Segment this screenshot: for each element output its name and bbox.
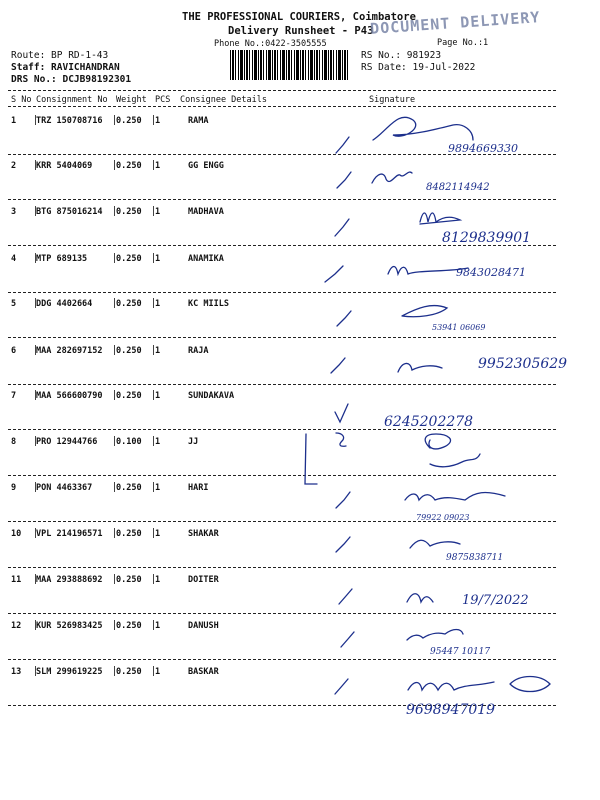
row-pcs: 1 [155, 529, 161, 539]
row-consignee: HARI [188, 483, 209, 493]
row-sno: 3 [11, 207, 17, 217]
delivery-stamp: DOCUMENT DELIVERY [369, 8, 541, 38]
row-weight: 0.250 [116, 529, 142, 539]
row-sno: 7 [11, 391, 17, 401]
row-sno: 8 [11, 437, 17, 447]
row-pcs: 1 [155, 437, 161, 447]
sig-text-3: 8129839901 [442, 230, 532, 246]
row-consignee: DOITER [188, 575, 219, 585]
sig-text-4: 9843028471 [456, 266, 526, 279]
col-sno-header: S No [11, 95, 32, 105]
row-pcs: 1 [155, 346, 161, 356]
row-consignment: MAA 293888692 [36, 575, 103, 585]
row-consignee: JJ [188, 437, 199, 447]
sig-text-11: 19/7/2022 [462, 593, 529, 608]
rs-number: RS No.: 981923 [361, 50, 442, 61]
row-consignment: PRO 12944766 [36, 437, 98, 447]
row-consignment: KUR 526983425 [36, 621, 103, 631]
row-weight: 0.250 [116, 161, 142, 171]
row-sno: 10 [11, 529, 22, 539]
row-consignment: MAA 282697152 [36, 346, 103, 356]
row-consignee: ANAMIKA [188, 254, 224, 264]
sig-text-13: 9698947019 [406, 702, 496, 718]
page-number: Page No.:1 [437, 38, 489, 48]
sig-text-10: 9875838711 [446, 553, 504, 563]
col-consignment-header: Consignment No [36, 95, 108, 105]
row-weight: 0.250 [116, 299, 142, 309]
sig-text-5: 53941 06069 [432, 323, 486, 332]
row-weight: 0.250 [116, 346, 142, 356]
row-pcs: 1 [155, 391, 161, 401]
sig-text-9: 79922 09023 [416, 513, 470, 522]
row-consignment: BTG 875016214 [36, 207, 103, 217]
row-sno: 13 [11, 667, 22, 677]
row-weight: 0.250 [116, 667, 142, 677]
row-pcs: 1 [155, 667, 161, 677]
row-consignment: TRZ 150708716 [36, 116, 103, 126]
route: Route: BP RD-1-43 [11, 50, 109, 61]
col-pcs-header: PCS [155, 95, 171, 105]
row-consignee: DANUSH [188, 621, 219, 631]
row-sno: 12 [11, 621, 22, 631]
row-consignee: SHAKAR [188, 529, 219, 539]
sig-text-2: 8482114942 [426, 182, 490, 193]
row-pcs: 1 [155, 161, 161, 171]
row-sno: 5 [11, 299, 17, 309]
row-pcs: 1 [155, 299, 161, 309]
row-sno: 4 [11, 254, 17, 264]
row-sno: 2 [11, 161, 17, 171]
row-consignment: VPL 214196571 [36, 529, 103, 539]
runsheet-title: Delivery Runsheet - P43 [228, 25, 374, 37]
row-weight: 0.250 [116, 391, 142, 401]
sig-text-1: 9894669330 [448, 142, 518, 155]
col-weight-header: Weight [116, 95, 147, 105]
row-sno: 1 [11, 116, 17, 126]
phone-number: Phone No.:0422-3505555 [214, 39, 327, 49]
row-pcs: 1 [155, 207, 161, 217]
sig-text-12: 95447 10117 [430, 647, 491, 657]
row-consignee: KC MIILS [188, 299, 229, 309]
row-pcs: 1 [155, 621, 161, 631]
row-weight: 0.250 [116, 575, 142, 585]
row-consignment: DDG 4402664 [36, 299, 93, 309]
row-consignment: MAA 566600790 [36, 391, 103, 401]
drs-number: DRS No.: DCJB98192301 [11, 74, 132, 85]
row-consignee: SUNDAKAVA [188, 391, 235, 401]
staff: Staff: RAVICHANDRAN [11, 62, 120, 73]
row-sno: 9 [11, 483, 17, 493]
row-consignment: KRR 5404069 [36, 161, 93, 171]
row-pcs: 1 [155, 254, 161, 264]
row-weight: 0.100 [116, 437, 142, 447]
row-pcs: 1 [155, 116, 161, 126]
row-weight: 0.250 [116, 483, 142, 493]
rs-date: RS Date: 19-Jul-2022 [361, 62, 476, 73]
row-sno: 6 [11, 346, 17, 356]
row-pcs: 1 [155, 575, 161, 585]
row-consignment: PON 4463367 [36, 483, 93, 493]
row-sno: 11 [11, 575, 22, 585]
row-weight: 0.250 [116, 621, 142, 631]
sig-text-6: 9952305629 [478, 356, 568, 372]
row-consignee: RAMA [188, 116, 209, 126]
row-consignment: SLM 299619225 [36, 667, 103, 677]
col-signature-header: Signature [369, 95, 416, 105]
row-pcs: 1 [155, 483, 161, 493]
row-consignee: RAJA [188, 346, 209, 356]
row-weight: 0.250 [116, 207, 142, 217]
row-consignee: BASKAR [188, 667, 219, 677]
row-consignee: GG ENGG [188, 161, 224, 171]
col-details-header: Consignee Details [180, 95, 267, 105]
row-consignment: MTP 689135 [36, 254, 88, 264]
company-name: THE PROFESSIONAL COURIERS, Coimbatore [182, 11, 416, 23]
sig-text-7: 6245202278 [384, 414, 474, 430]
row-consignee: MADHAVA [188, 207, 224, 217]
row-weight: 0.250 [116, 254, 142, 264]
row-weight: 0.250 [116, 116, 142, 126]
